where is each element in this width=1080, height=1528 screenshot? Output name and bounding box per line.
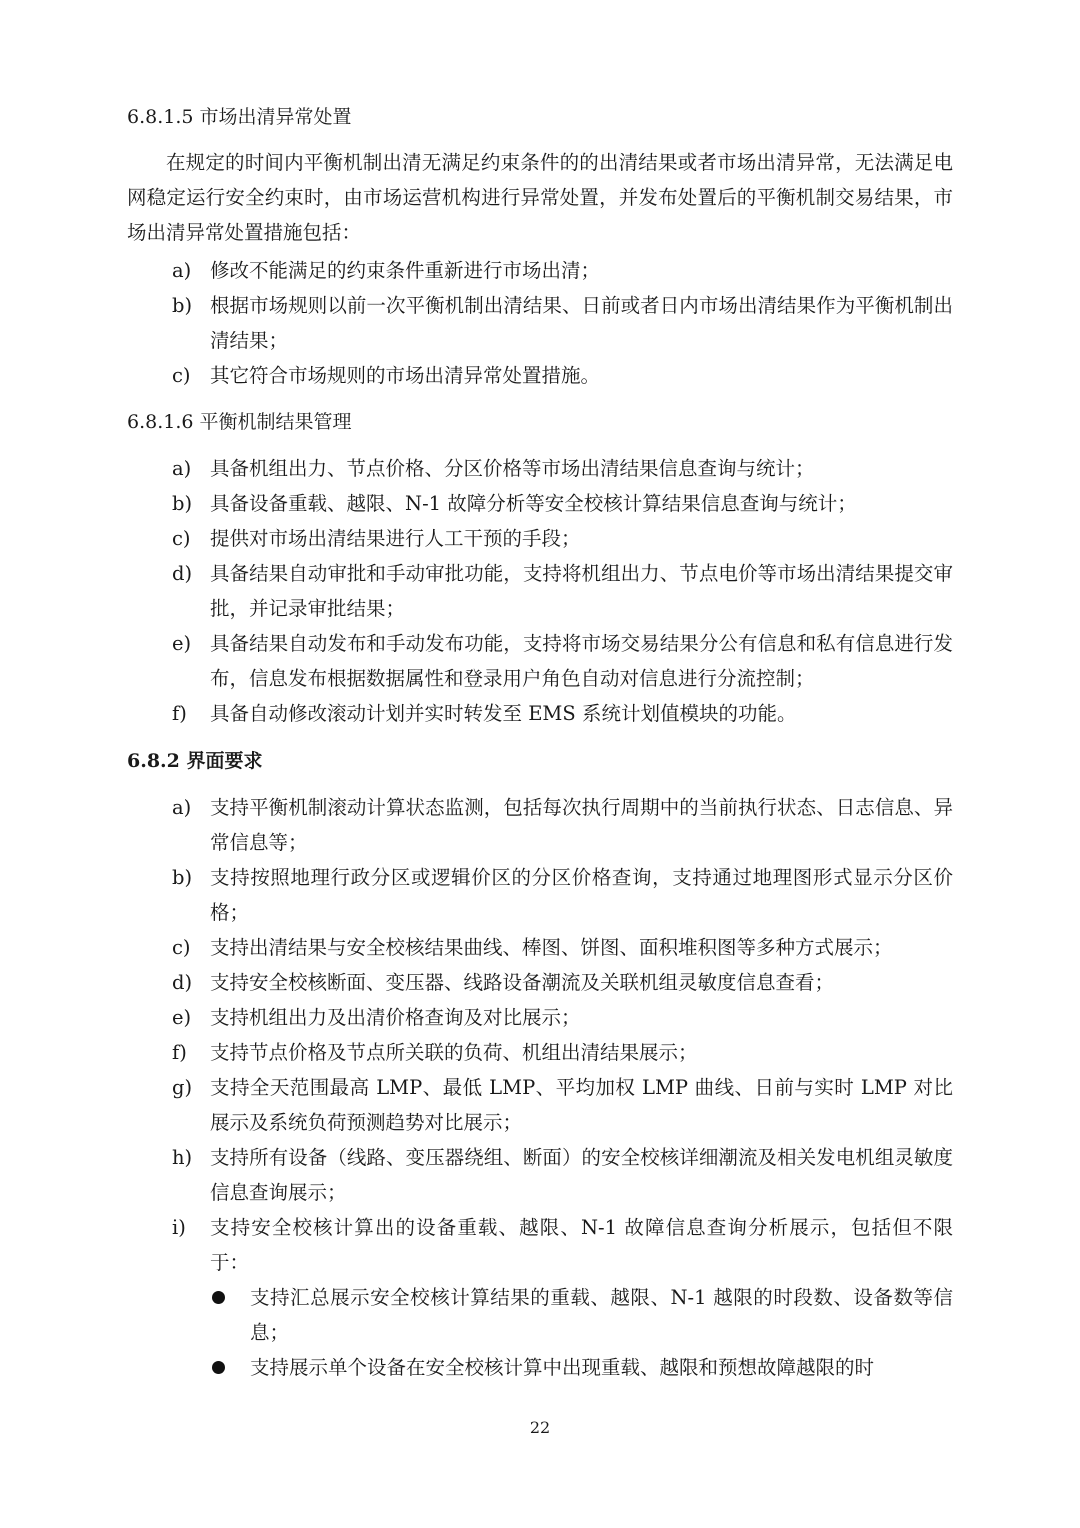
item-text: 根据市场规则以前一次平衡机制出清结果、日前或者日内市场出清结果作为平衡机制出清结果； <box>210 294 953 352</box>
bullet-text: 支持汇总展示安全校核计算结果的重载、越限、N-1 越限的时段数、设备数等信息； <box>250 1286 953 1344</box>
item-text: 支持所有设备（线路、变压器绕组、断面）的安全校核详细潮流及相关发电机组灵敏度信息查询展示； <box>210 1146 953 1204</box>
item-text: 具备设备重载、越限、N-1 故障分析等安全校核计算结果信息查询与统计； <box>210 492 857 515</box>
section-6816-heading: 6.8.1.6 平衡机制结果管理 <box>127 411 352 433</box>
item-label: g) <box>172 1076 193 1099</box>
list-item <box>127 556 953 626</box>
item-label: f) <box>172 1041 187 1064</box>
list-item <box>127 790 953 860</box>
list-item <box>127 1000 953 1035</box>
page-number: 22 <box>529 1418 551 1437</box>
list-item <box>127 1035 953 1070</box>
list-item <box>127 1210 953 1280</box>
bullet-dot-icon <box>212 1291 225 1304</box>
list-item <box>127 626 953 696</box>
item-label: a) <box>172 796 192 819</box>
item-text: 支持按照地理行政分区或逻辑价区的分区价格查询，支持通过地理图形式显示分区价格； <box>210 866 953 924</box>
item-text: 具备结果自动发布和手动发布功能，支持将市场交易结果分公有信息和私有信息进行发布，信息发布根据数据属性和登录用户角色自动对信息进行分流控制； <box>210 632 953 690</box>
item-text: 具备自动修改滚动计划并实时转发至 EMS 系统计划值模块的功能。 <box>210 702 797 725</box>
item-label: a) <box>172 259 192 282</box>
section-682-heading: 6.8.2 界面要求 <box>127 750 263 772</box>
list-item <box>127 1140 953 1210</box>
item-label: c) <box>172 364 191 387</box>
item-text: 支持出清结果与安全校核结果曲线、棒图、饼图、面积堆积图等多种方式展示； <box>210 936 893 959</box>
list-item <box>127 288 953 358</box>
item-label: i) <box>172 1216 186 1239</box>
item-label: f) <box>172 702 187 725</box>
section-6815-heading: 6.8.1.5 市场出清异常处置 <box>127 106 352 128</box>
item-label: c) <box>172 936 191 959</box>
item-label: b) <box>172 294 193 317</box>
item-text: 其它符合市场规则的市场出清异常处置措施。 <box>210 364 601 387</box>
item-text: 支持机组出力及出清价格查询及对比展示； <box>210 1006 581 1029</box>
bullet-item <box>127 1280 953 1350</box>
bullet-dot-icon <box>212 1361 225 1374</box>
bullet-text: 支持展示单个设备在安全校核计算中出现重载、越限和预想故障越限的时 <box>250 1356 875 1379</box>
item-text: 修改不能满足的约束条件重新进行市场出清； <box>210 259 601 282</box>
list-item <box>127 451 953 486</box>
section-6815-list <box>127 253 953 393</box>
item-label: d) <box>172 562 193 585</box>
item-text: 支持安全校核计算出的设备重载、越限、N-1 故障信息查询分析展示，包括但不限于： <box>210 1216 953 1274</box>
item-label: d) <box>172 971 193 994</box>
item-label: b) <box>172 866 193 889</box>
list-item <box>127 965 953 1000</box>
list-item <box>127 696 953 731</box>
item-text: 支持全天范围最高 LMP、最低 LMP、平均加权 LMP 曲线、日前与实时 LMP 对比展示及系统负荷预测趋势对比展示； <box>210 1076 953 1134</box>
item-label: h) <box>172 1146 193 1169</box>
intro-paragraph: 在规定的时间内平衡机制出清无满足约束条件的的出清结果或者市场出清异常，无法满足电网稳定运行安全约束时，由市场运营机构进行异常处置，并发布处置后的平衡机制交易结果，市场出清异常处置措施包括： <box>127 151 953 244</box>
list-item <box>127 521 953 556</box>
item-text: 支持平衡机制滚动计算状态监测，包括每次执行周期中的当前执行状态、日志信息、异常信息等； <box>210 796 953 854</box>
item-text: 具备结果自动审批和手动审批功能，支持将机组出力、节点电价等市场出清结果提交审批，并记录审批结果； <box>210 562 953 620</box>
item-label: b) <box>172 492 193 515</box>
section-6816-list <box>127 451 953 731</box>
list-item <box>127 860 953 930</box>
list-item <box>127 358 953 393</box>
item-text: 提供对市场出清结果进行人工干预的手段； <box>210 527 581 550</box>
item-label: c) <box>172 527 191 550</box>
item-text: 支持安全校核断面、变压器、线路设备潮流及关联机组灵敏度信息查看； <box>210 971 835 994</box>
item-label: a) <box>172 457 192 480</box>
item-text: 具备机组出力、节点价格、分区价格等市场出清结果信息查询与统计； <box>210 457 815 480</box>
bullet-item <box>127 1350 953 1385</box>
item-label: e) <box>172 1006 192 1029</box>
section-6815-intro <box>127 145 953 250</box>
item-label: e) <box>172 632 192 655</box>
section-682-list <box>127 790 953 1385</box>
list-item <box>127 253 953 288</box>
list-item <box>127 486 953 521</box>
list-item <box>127 1070 953 1140</box>
list-item <box>127 930 953 965</box>
item-text: 支持节点价格及节点所关联的负荷、机组出清结果展示； <box>210 1041 698 1064</box>
